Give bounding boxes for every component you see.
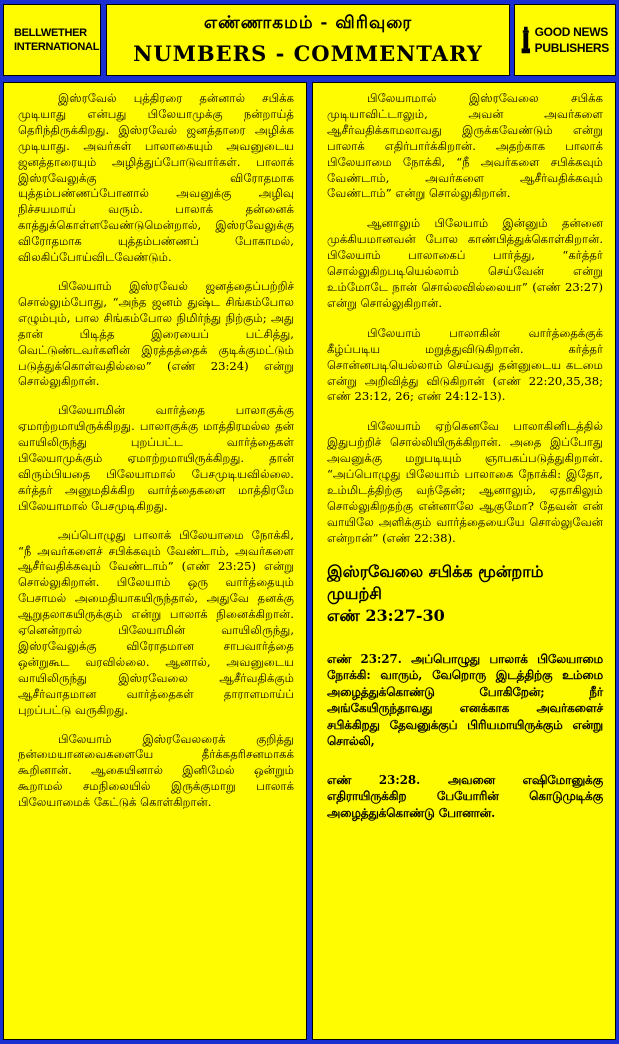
section-heading: இஸ்ரவேலை சபிக்க மூன்றாம் முயற்சி எண் 23:27-30: [327, 561, 544, 625]
bellwether-logo-text: BELLWETHER INTERNATIONAL: [14, 27, 100, 53]
paragraph: பிலேயாம் இஸ்ரவேல் ஜனத்தைப்பற்றிச் சொல்லும்போது, “அந்த ஜனம் துஷ்ட சிங்கம்போல எழும்பும், பால சிங்கம்போல நிமிர்ந்து நிற்கும்; அது தான் பிடித்த இரையைப் பட்சித்து, வெட்டுண்டவர்களின் இரத்தத்தைக் குடிக்குமட்டும் படுத்துக்கொள்வதில்லை” (எண் 23:24) என்று சொல்லுகிறான்.: [18, 278, 294, 389]
paragraph: பிலேயாம் ஏற்கெனவே பாலாகினிடத்தில் இதுபற்றிச் சொல்லியிருக்கிறான். அதை இப்போது அவனுக்கு மறுபடியும் ஞாபகப்படுத்துகிறான். “அப்பொழுது பிலேயாம் பாலாகை நோக்கி: இதோ, உம்மிடத்திற்கு வந்தேன்; ஆனாலும், ஏதாகிலும் சொல்லுகிறதற்கு என்னாலே ஆகுமோ? தேவன் என் வாயிலே அளிக்கும் வார்த்தையையே சொல்லுவேன் என்றான்” (எண் 22:38).: [327, 419, 603, 545]
tower-icon: [521, 18, 531, 62]
left-column: [3, 82, 307, 1040]
paragraph: பிலேயாம் இஸ்ரவேலரைக் குறித்து நன்மையானவைகளையே தீர்க்கதரிசனமாகக் கூறினான். ஆகையினால் இனிமேல் ஒன்றும் கூறாமல் சமநிலையில் இருக்குமாறு பாலாக் பிலேயாமைக் கேட்டுக் கொள்கிறான்.: [18, 731, 294, 810]
good-news-logo-text: GOOD NEWS PUBLISHERS: [534, 25, 609, 55]
paragraph: பிலேயாமால் இஸ்ரவேலை சபிக்க முடியாவிட்டாலும், அவன் அவர்களை ஆசீர்வதிக்காமலாவது இருக்கவேண்டும் என்று பாலாக் எதிர்பார்க்கிறான். அதற்காக பாலாக் பிலேயாமை நோக்கி, “நீ அவர்களை சபிக்கவும் வேண்டாம், அவர்களை ஆசீர்வதிக்கவும் வேண்டாம்” என்று சொல்லுகிறான்.: [327, 91, 603, 201]
good-news-logo: [514, 4, 616, 76]
paragraph: பிலேயாமின் வார்த்தை பாலாகுக்கு ஏமாற்றமாயிருக்கிறது. பாலாகுக்கு மாத்திரமல்ல தன் வாயிலிருந்து புறப்பட்ட வார்த்தைகள் பிலேயாமுக்கும் ஏமாற்றமாயிருக்கிறது. தான் விரும்பியதை பிலேயாமால் பேசமுடியவில்லை. கர்த்தர் அனுமதிக்கிற வார்த்தைகளை மாத்திரமே பிலேயாமால் பேசமுடிகிறது.: [18, 403, 294, 513]
paragraph: ஆனாலும் பிலேயாம் இன்னும் தன்னை முக்கியமானவன் போல காண்பித்துக்கொள்கிறான். பிலேயாம் பாலாகைப் பார்த்து, “கர்த்தர் சொல்லுகிறபடியெல்லாம் செய்வேன் என்று உம்மோடே நான் சொல்லவில்லையா” (எண் 23:27) என்று சொல்லுகிறான்.: [327, 216, 603, 310]
paragraph: பிலேயாம் பாலாகின் வார்த்தைக்குக் கீழ்ப்படிய மறுத்துவிடுகிறான். கர்த்தர் சொன்னபடியெல்லாம் செய்வது தன்னுடைய கடமை என்று அறிவித்து விடுகிறான் (எண் 22:20,35,38; எண் 23:12, 26; எண் 24:12-13).: [327, 325, 603, 404]
title-tamil: எண்ணாகமம் - விரிவுரை: [203, 13, 413, 33]
verse: எண் 23:27. அப்பொழுது பாலாக் பிலேயாமை நோக்கி: வாரும், வேறொரு இடத்திற்கு உம்மை அழைத்துக்கொண்டு போகிறேன்; நீர் அங்கேயிருந்தாவது எனக்காக அவர்களைச் சபிக்கிறது தேவனுக்குப் பிரியமாயிருக்கும் என்று சொல்லி,: [327, 651, 603, 749]
paragraph: அப்பொழுது பாலாக் பிலேயாமை நோக்கி, “நீ அவர்களைச் சபிக்கவும் வேண்டாம், அவர்களை ஆசீர்வதிக்கவும் வேண்டாம்” (எண் 23:25) என்று சொல்லுகிறான். பிலேயாம் ஒரு வார்த்தையும் பேசாமல் அமைதியாகயிருந்தால், அதுவே தனக்கு ஆறுதலாகயிருக்கும் என்று பாலாக் நினைக்கிறான். ஏனென்றால் பிலேயாமின் வாயிலிருந்து, இஸ்ரவேலுக்கு விரோதமான சாபவார்த்தை ஒன்றுகூட வரவில்லை. ஆனால், அவனுடைய வாயிலிருந்து இஸ்ரவேலை ஆசீர்வதிக்கும் ஆசீர்வாதமான வார்த்தைகள் தாராளமாய்ப் புறப்பட்டு வருகிறது.: [18, 527, 294, 717]
title-box: [106, 4, 510, 76]
verse: எண் 23:28. அவனை எஷிமோனுக்கு எதிராயிருக்கிற பேயோரின் கொடுமுடிக்கு அழைத்துக்கொண்டு போனான்.: [327, 772, 603, 820]
page-header: [0, 0, 619, 80]
bellwether-logo: [3, 4, 101, 76]
right-column: [312, 82, 616, 1040]
title-english: NUMBERS - COMMENTARY: [133, 41, 483, 66]
paragraph: இஸ்ரவேல் புத்திரரை தன்னால் சபிக்க முடியாது என்பது பிலேயாமுக்கு நன்றாய்த் தெரிந்திருக்கிறது. இஸ்ரவேல் ஜனத்தாரை அழிக்க முடியாது. அவர்கள் பாலாகையும் அவனுடைய ஜனத்தாரையும் அழித்துப்போடுவார்கள். பாலாக் இஸ்ரவேலுக்கு விரோதமாக யுத்தம்பண்ணப்போனால் அவனுக்கு அழிவு நிச்சயமாய் வரும். பாலாக் தன்னைக் காத்துக்கொள்ளவேண்டுமென்றால், இஸ்ரவேலுக்கு விரோதமாக யுத்தம்பண்ணப் போகாமல், விலகிப்போய்விடவேண்டும்.: [18, 91, 294, 265]
